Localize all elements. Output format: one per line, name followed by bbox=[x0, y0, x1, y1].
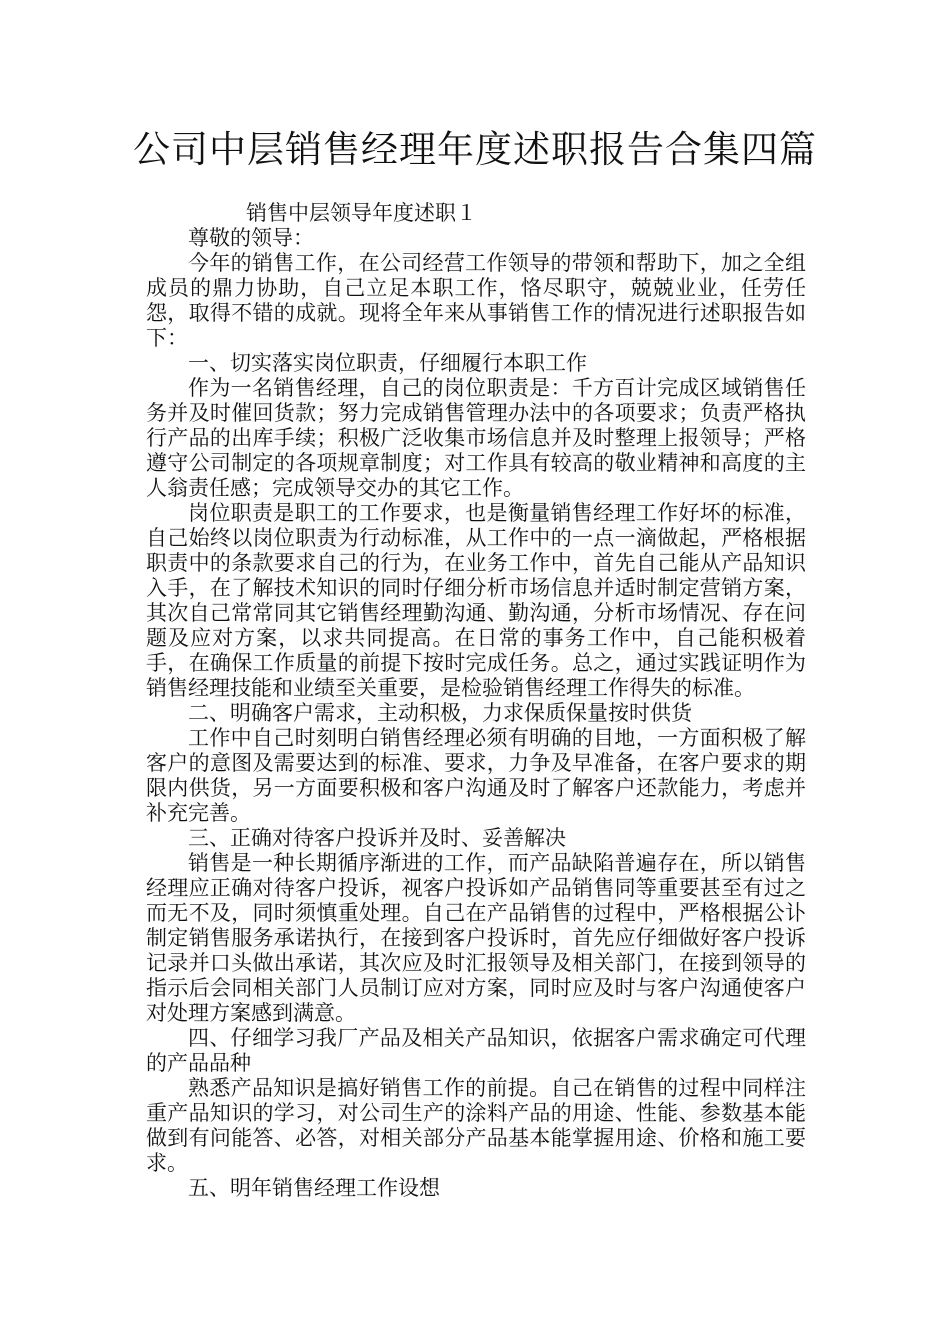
salutation: 尊敬的领导： bbox=[188, 226, 314, 250]
paragraph-customer-needs: 工作中自己时刻明白销售经理必须有明确的目地，一方面积极了解客户的意图及需要达到的标准、要求，力争及早准备，在客户要求的期限内供货，另一方面要积极和客户沟通及时了解客户还款能力，考虑并补充完善。 bbox=[146, 726, 806, 825]
paragraph-complaints: 销售是一种长期循序渐进的工作，而产品缺陷普遍存在，所以销售经理应正确对待客户投诉，视客户投诉如产品销售同等重要甚至有过之而无不及，同时须慎重处理。自己在产品销售的过程中，严格根据公讣制定销售服务承诺执行，在接到客户投诉时，首先应仔细做好客户投诉记录并口头做出承诺，其次应及时汇报领导及相关部门，在接到领导的指示后会同相关部门人员制订应对方案，同时应及时与客户沟通使客户对处理方案感到满意。 bbox=[146, 851, 806, 1025]
section-subtitle: 销售中层领导年度述职１ bbox=[246, 201, 477, 225]
document-title: 公司中层销售经理年度述职报告合集四篇 bbox=[133, 128, 817, 171]
heading-section-1: 一、切实落实岗位职责，仔细履行本职工作 bbox=[188, 351, 587, 375]
paragraph-duties: 作为一名销售经理，自己的岗位职责是：千方百计完成区域销售任务并及时催回货款；努力完成销售管理办法中的各项要求；负责严格执行产品的出库手续；积极广泛收集市场信息并及时整理上报领导；严格遵守公司制定的各项规章制度；对工作具有较高的敬业精神和高度的主人翁责任感；完成领导交办的其它工作。 bbox=[146, 376, 806, 500]
heading-section-2: 二、明确客户需求，主动积极，力求保质保量按时供货 bbox=[188, 701, 692, 725]
heading-section-4: 四、仔细学习我厂产品及相关产品知识，依据客户需求确定可代理的产品品种 bbox=[146, 1026, 806, 1075]
heading-section-5: 五、明年销售经理工作设想 bbox=[188, 1176, 440, 1200]
document-body bbox=[146, 201, 806, 1201]
heading-section-3: 三、正确对待客户投诉并及时、妥善解决 bbox=[188, 826, 566, 850]
paragraph-product-knowledge: 熟悉产品知识是搞好销售工作的前提。自己在销售的过程中同样注重产品知识的学习，对公司生产的涂料产品的用途、性能、参数基本能做到有问能答、必答，对相关部分产品基本能掌握用途、价格和施工要求。 bbox=[146, 1076, 806, 1175]
paragraph-standards: 岗位职责是职工的工作要求，也是衡量销售经理工作好坏的标准，自己始终以岗位职责为行动标准，从工作中的一点一滴做起，严格根据职责中的条款要求自己的行为，在业务工作中，首先自己能从产品知识入手，在了解技术知识的同时仔细分析市场信息并适时制定营销方案，其次自己常常同其它销售经理勤沟通、勤沟通，分析市场情况、存在问题及应对方案，以求共同提高。在日常的事务工作中，自己能积极着手，在确保工作质量的前提下按时完成任务。总之，通过实践证明作为销售经理技能和业绩至关重要，是检验销售经理工作得失的标准。 bbox=[146, 501, 806, 700]
paragraph-intro: 今年的销售工作，在公司经营工作领导的带领和帮助下，加之全组成员的鼎力协助，自己立足本职工作，恪尽职守，兢兢业业，任劳任怨，取得不错的成就。现将全年来从事销售工作的情况进行述职报告如下： bbox=[146, 251, 806, 350]
